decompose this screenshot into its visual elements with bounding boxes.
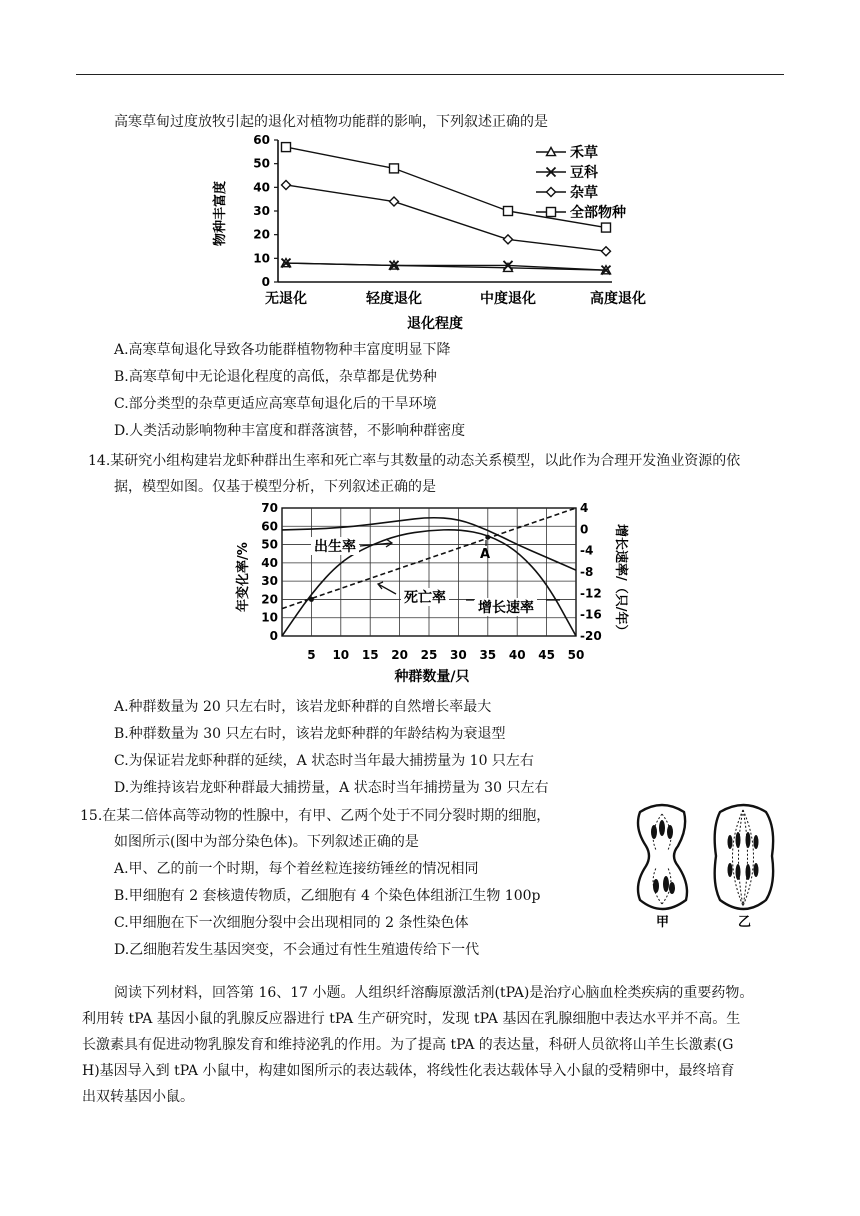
chart1-point <box>390 164 399 173</box>
q14-option-d: D.为维持该岩龙虾种群最大捕捞量，A 状态时当年捕捞量为 30 只左右 <box>114 780 549 796</box>
q15-option-d: D.乙细胞若发生基因突变，不会通过有性生殖遗传给下一代 <box>114 942 480 958</box>
chart2-point-a <box>485 535 490 540</box>
q14-dual-axis-chart <box>230 498 640 694</box>
chart1-ytick-label: 30 <box>253 204 270 218</box>
chart2-xtick-label: 5 <box>307 648 316 662</box>
chart2-arrow-death <box>378 582 396 594</box>
chart2-xtick-label: 30 <box>450 648 467 662</box>
chart2-xtick-label: 25 <box>420 648 438 662</box>
chart2-ytick-right: -8 <box>580 565 594 579</box>
q13-option-a: A.高寒草甸退化导致各功能群植物物种丰富度明显下降 <box>114 342 451 358</box>
q14-stem-line1: 14.某研究小组构建岩龙虾种群出生率和死亡率与其数量的动态关系模型，以此作为合理开发渔业资源的依 <box>88 453 741 469</box>
q14-stem-line2: 据，模型如图。仅基于模型分析，下列叙述正确的是 <box>114 479 436 495</box>
label-jia: 甲 <box>656 915 670 930</box>
q14-option-c: C.为保证岩龙虾种群的延续，A 状态时当年最大捕捞量为 10 只左右 <box>114 753 534 769</box>
chart1-xtick-label: 无退化 <box>265 291 307 307</box>
chart2-ytick-left: 10 <box>261 610 278 625</box>
q15-stem-line2: 如图所示(图中为部分染色体)。下列叙述正确的是 <box>114 834 419 850</box>
material-line3: 长激素具有促进动物乳腺发育和维持泌乳的作用。为了提高 tPA 的表达量，科研人员欲将山羊生长激素(G <box>82 1037 734 1053</box>
cell-division-figure <box>626 800 790 940</box>
chart2-label-growth: 增长速率 <box>478 600 534 616</box>
chart1-ylabel: 物种丰富度 <box>213 180 228 246</box>
chart2-ylabel-left: 年变化率/% <box>236 542 251 612</box>
chart2-ytick-right: 4 <box>580 501 589 515</box>
chart1-legend-marker <box>547 208 556 217</box>
chart1-ytick-label: 0 <box>261 275 270 289</box>
q15-stem-line1: 15.在某二倍体高等动物的性腺中，有甲、乙两个处于不同分裂时期的细胞， <box>80 808 551 824</box>
chart1-point <box>282 180 291 189</box>
q14-option-b: B.种群数量为 30 只左右时，该岩龙虾种群的年龄结构为衰退型 <box>114 726 506 742</box>
q13-option-b: B.高寒草甸中无论退化程度的高低，杂草都是优势种 <box>114 369 437 385</box>
material-line4: H)基因导入到 tPA 小鼠中，构建如图所示的表达载体，将线性化表达载体导入小鼠的受精卵中，最终培育 <box>82 1063 735 1079</box>
chart1-xlabel: 退化程度 <box>407 316 463 332</box>
chart2-label-death: 死亡率 <box>404 590 446 606</box>
chart2-ytick-right: -12 <box>580 586 602 601</box>
chart2-intersection-point <box>309 597 314 602</box>
chart2-xtick-label: 45 <box>538 648 555 662</box>
cell-jia <box>638 805 687 909</box>
chart2-xtick-label: 40 <box>508 648 526 662</box>
chart1-legend-label: 杂草 <box>570 185 598 201</box>
chart2-xtick-label: 15 <box>361 648 379 662</box>
chart2-xlabel: 种群数量/只 <box>394 669 470 685</box>
chart2-ylabel-right: 增长速率/（只/年） <box>613 524 628 638</box>
q13-option-c: C.部分类型的杂草更适应高寒草甸退化后的干旱环境 <box>114 396 437 412</box>
chart1-legend-marker <box>547 188 556 197</box>
chart2-xtick-label: 35 <box>479 648 497 662</box>
chart2-label-birth: 出生率 <box>314 539 356 555</box>
material-line1: 阅读下列材料，回答第 16、17 小题。人组织纤溶酶原激活剂(tPA)是治疗心脑血栓类疾病的重要药物。 <box>114 985 754 1001</box>
q15-option-b: B.甲细胞有 2 套核遗传物质，乙细胞有 4 个染色体组浙江生物 100p <box>114 888 541 904</box>
chart1-legend-label: 豆科 <box>570 165 598 181</box>
q15-option-c: C.甲细胞在下一次细胞分裂中会出现相同的 2 条性染色体 <box>114 915 469 931</box>
chart2-ytick-left: 0 <box>269 629 278 643</box>
chart1-ytick-label: 40 <box>253 180 270 195</box>
chart2-ytick-left: 20 <box>261 592 278 607</box>
chart1-xtick-label: 中度退化 <box>480 291 536 307</box>
chart1-ytick-label: 20 <box>253 227 270 242</box>
chart1-point <box>602 223 611 232</box>
chart1-xtick-label: 高度退化 <box>590 291 646 307</box>
chart2-ytick-right: -16 <box>580 607 602 622</box>
chart1-point <box>602 247 611 256</box>
chart1-ytick-label: 50 <box>253 156 270 171</box>
material-line2: 利用转 tPA 基因小鼠的乳腺反应器进行 tPA 生产研究时，发现 tPA 基因在乳腺细胞中表达水平并不高。生 <box>82 1011 741 1027</box>
label-yi: 乙 <box>738 915 752 930</box>
chart2-ytick-right: -4 <box>580 543 594 558</box>
chart2-ytick-left: 60 <box>261 519 278 534</box>
q13-line-chart <box>200 132 670 338</box>
chart2-xtick-label: 20 <box>391 648 408 662</box>
q13-stem: 高寒草甸过度放牧引起的退化对植物功能群的影响，下列叙述正确的是 <box>114 114 548 130</box>
chart1-point <box>504 235 513 244</box>
chart2-ytick-left: 30 <box>261 574 278 589</box>
q13-option-d: D.人类活动影响物种丰富度和群落演替，不影响种群密度 <box>114 423 466 439</box>
q15-option-a: A.甲、乙的前一个时期，每个着丝粒连接纺锤丝的情况相同 <box>114 861 479 877</box>
cell-yi <box>715 805 773 909</box>
chart1-xtick-label: 轻度退化 <box>366 291 422 307</box>
chart1-ytick-label: 10 <box>253 251 270 266</box>
chart1-series-line <box>286 185 606 251</box>
chart2-ytick-left: 50 <box>261 537 278 552</box>
chart1-legend-label: 禾草 <box>570 145 598 161</box>
chart1-point <box>504 207 513 216</box>
chart2-xtick-label: 50 <box>567 648 585 662</box>
chart1-point <box>390 197 399 206</box>
chart2-ytick-left: 70 <box>261 501 278 515</box>
chart1-point <box>282 143 291 152</box>
material-line5: 出双转基因小鼠。 <box>82 1089 194 1105</box>
chart1-ytick-label: 60 <box>253 133 270 147</box>
chart2-ytick-right: -20 <box>580 629 602 643</box>
chart1-series-line <box>286 147 606 227</box>
chart2-ytick-left: 40 <box>261 555 278 570</box>
chart2-xtick-label: 10 <box>332 648 350 662</box>
chart2-label-a: A <box>480 547 491 562</box>
header-rule <box>76 74 784 75</box>
chart2-ytick-right: 0 <box>580 522 589 537</box>
chart1-legend-label: 全部物种 <box>570 205 626 221</box>
q14-option-a: A.种群数量为 20 只左右时，该岩龙虾种群的自然增长率最大 <box>114 699 492 715</box>
